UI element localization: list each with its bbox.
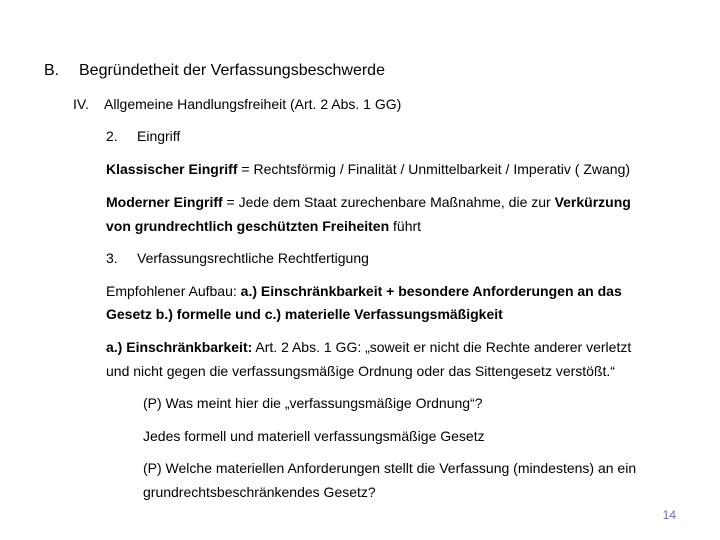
klassischer-eingriff-text: = Rechtsförmig / Finalität / Unmittelbarkeit / Imperativ ( Zwang) [237,161,631,177]
subsection-marker: IV. [73,96,89,112]
subsection-title: Allgemeine Handlungsfreiheit (Art. 2 Abs. 1 GG) [104,96,402,112]
section-marker: B. [44,62,60,79]
point-3-marker: 3. [106,250,118,266]
answer-1: Jedes formell und materiell verfassungsmäßige Gesetz [143,428,485,444]
moderner-eingriff-text-2: führt [389,218,422,234]
moderner-eingriff-bold-2: von grundrechtlich geschützten Freiheiten [106,218,390,234]
aufbau-bold-1: a.) Einschränkbarkeit + besondere Anforderungen an das [240,283,622,299]
einschraenkbarkeit-label: a.) Einschränkbarkeit: [106,339,253,355]
page-number: 14 [662,508,676,522]
point-2-title: Eingriff [137,128,181,144]
moderner-eingriff-term: Moderner Eingriff [106,194,223,210]
point-2-marker: 2. [106,128,118,144]
einschraenkbarkeit-text-1: Art. 2 Abs. 1 GG: „soweit er nicht die Rechte anderer verletzt [252,339,632,355]
question-2-line-1: (P) Welche materiellen Anforderungen stellt die Verfassung (mindestens) an ein [143,460,637,476]
einschraenkbarkeit-text-2: und nicht gegen die verfassungsmäßige Ordnung oder das Sittengesetz verstößt.“ [106,363,615,379]
question-2-line-2: grundrechtsbeschränkendes Gesetz? [143,484,376,500]
moderner-eingriff-bold-1: Verkürzung [554,194,631,210]
aufbau-bold-2: Gesetz b.) formelle und c.) materielle Verfassungsmäßigkeit [106,306,503,322]
klassischer-eingriff-term: Klassischer Eingriff [106,161,238,177]
klassischer-eingriff-definition [106,162,630,176]
section-title: Begründetheit der Verfassungsbeschwerde [79,62,385,79]
moderner-eingriff-text: = Jede dem Staat zurechenbare Maßnahme, die zur [222,194,555,210]
point-3-title: Verfassungsrechtliche Rechtfertigung [137,250,369,266]
aufbau-label: Empfohlener Aufbau: [106,283,241,299]
question-1: (P) Was meint hier die „verfassungsmäßige Ordnung“? [143,395,483,411]
